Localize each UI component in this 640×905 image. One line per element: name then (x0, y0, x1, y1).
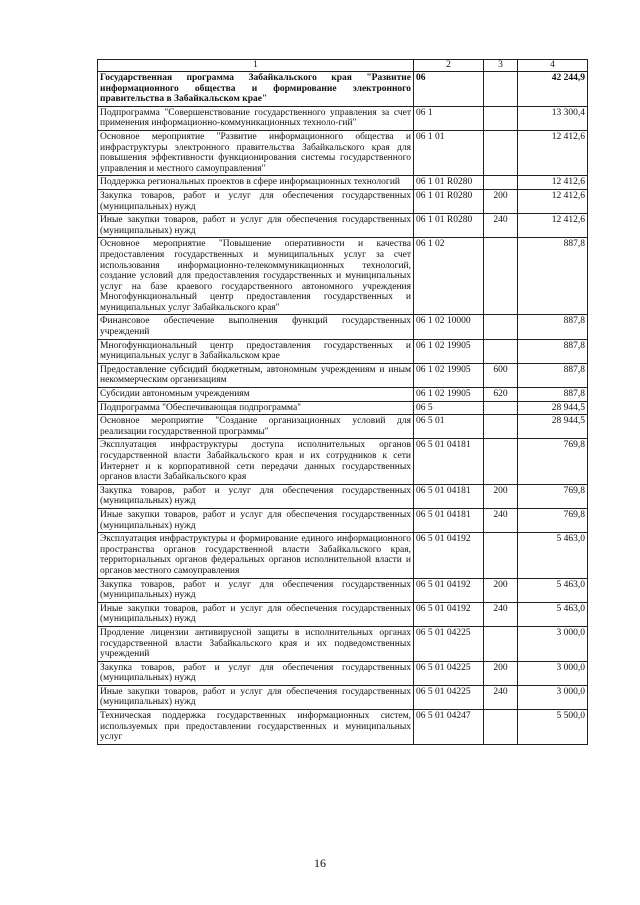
amount-cell: 12 412,6 (518, 176, 588, 190)
name-cell: Финансовое обеспечение выполнения функций государственных учреждений (98, 315, 414, 339)
table-row (98, 130, 588, 175)
amount-cell: 887,8 (518, 363, 588, 387)
amount-cell: 5 463,0 (518, 578, 588, 602)
table-row (98, 508, 588, 532)
table-row (98, 685, 588, 709)
expense-type-cell: 200 (484, 661, 518, 685)
table-row (98, 106, 588, 130)
code-cell: 06 (414, 72, 484, 107)
name-cell: Техническая поддержка государственных информационных систем, используемых при предоставлении государственных и муниципальных услуг (98, 710, 414, 745)
amount-cell: 3 000,0 (518, 685, 588, 709)
name-cell: Иные закупки товаров, работ и услуг для обеспечения государственных (муниципальных) нужд (98, 214, 414, 238)
table-row (98, 661, 588, 685)
column-header-2: 2 (414, 60, 484, 72)
amount-cell: 42 244,9 (518, 72, 588, 107)
expense-type-cell (484, 339, 518, 363)
table-row (98, 415, 588, 439)
code-cell: 06 1 02 10000 (414, 315, 484, 339)
name-cell: Поддержка региональных проектов в сфере информационных технологий (98, 176, 414, 190)
column-header-3: 3 (484, 60, 518, 72)
code-cell: 06 1 02 19905 (414, 388, 484, 402)
page-number: 16 (314, 856, 326, 870)
code-cell: 06 1 01 R0280 (414, 176, 484, 190)
code-cell: 06 1 02 (414, 238, 484, 315)
expense-type-cell: 240 (484, 685, 518, 709)
amount-cell: 5 500,0 (518, 710, 588, 745)
amount-cell: 769,8 (518, 484, 588, 508)
name-cell: Основное мероприятие "Повышение оперативности и качества предоставления государственных и муниципальных услуг за счет использования информационно-телекоммуникационных технологий, создание условий для предоставления государственных и муниципальных услуг на базе краевого государственного автономного учреждения Многофункциональный центр предоставления государственных и муниципальных услуг Забайкальского края" (98, 238, 414, 315)
amount-cell: 769,8 (518, 439, 588, 484)
code-cell: 06 5 01 04192 (414, 602, 484, 626)
table-row (98, 72, 588, 107)
amount-cell: 28 944,5 (518, 415, 588, 439)
amount-cell: 3 000,0 (518, 626, 588, 661)
table-row (98, 578, 588, 602)
code-cell: 06 1 01 R0280 (414, 189, 484, 213)
table-row (98, 484, 588, 508)
amount-cell: 13 300,4 (518, 106, 588, 130)
code-cell: 06 5 01 04225 (414, 626, 484, 661)
name-cell: Закупка товаров, работ и услуг для обеспечения государственных (муниципальных) нужд (98, 484, 414, 508)
budget-table (97, 59, 588, 745)
table-row (98, 189, 588, 213)
name-cell: Эксплуатация инфраструктуры и формирование единого информационного пространства органов государственной власти Забайкальского края, территориальных органов федеральных органов исполнительной власти и органов местного самоуправления (98, 533, 414, 578)
table-row (98, 339, 588, 363)
expense-type-cell (484, 130, 518, 175)
amount-cell: 12 412,6 (518, 189, 588, 213)
code-cell: 06 5 01 04225 (414, 685, 484, 709)
table-row (98, 214, 588, 238)
expense-type-cell: 200 (484, 578, 518, 602)
expense-type-cell (484, 238, 518, 315)
amount-cell: 887,8 (518, 388, 588, 402)
code-cell: 06 5 01 04181 (414, 484, 484, 508)
amount-cell: 28 944,5 (518, 401, 588, 415)
expense-type-cell (484, 533, 518, 578)
name-cell: Иные закупки товаров, работ и услуг для обеспечения государственных (муниципальных) нужд (98, 508, 414, 532)
table-row (98, 315, 588, 339)
expense-type-cell (484, 315, 518, 339)
name-cell: Субсидии автономным учреждениям (98, 388, 414, 402)
amount-cell: 887,8 (518, 238, 588, 315)
amount-cell: 5 463,0 (518, 533, 588, 578)
name-cell: Государственная программа Забайкальского края "Развитие информационного общества и формирование электронного правительства в Забайкальском крае" (98, 72, 414, 107)
code-cell: 06 1 02 19905 (414, 339, 484, 363)
code-cell: 06 5 01 04225 (414, 661, 484, 685)
table-row (98, 439, 588, 484)
expense-type-cell (484, 626, 518, 661)
expense-type-cell: 240 (484, 602, 518, 626)
expense-type-cell: 600 (484, 363, 518, 387)
expense-type-cell: 240 (484, 508, 518, 532)
table-row (98, 388, 588, 402)
name-cell: Многофункциональный центр предоставления государственных и муниципальных услуг в Забайкальском крае (98, 339, 414, 363)
amount-cell: 12 412,6 (518, 214, 588, 238)
expense-type-cell (484, 439, 518, 484)
table-row (98, 710, 588, 745)
expense-type-cell (484, 710, 518, 745)
code-cell: 06 5 01 04192 (414, 578, 484, 602)
table-row (98, 626, 588, 661)
code-cell: 06 5 01 (414, 415, 484, 439)
code-cell: 06 5 01 04181 (414, 439, 484, 484)
table-row (98, 533, 588, 578)
code-cell: 06 1 02 19905 (414, 363, 484, 387)
expense-type-cell (484, 415, 518, 439)
name-cell: Иные закупки товаров, работ и услуг для обеспечения государственных (муниципальных) нужд (98, 602, 414, 626)
expense-type-cell (484, 401, 518, 415)
table-row (98, 176, 588, 190)
expense-type-cell: 200 (484, 484, 518, 508)
amount-cell: 887,8 (518, 315, 588, 339)
amount-cell: 12 412,6 (518, 130, 588, 175)
name-cell: Продление лицензии антивирусной защиты в исполнительных органах государственной власти Забайкальского края и их подведомственных учреждений (98, 626, 414, 661)
name-cell: Иные закупки товаров, работ и услуг для обеспечения государственных (муниципальных) нужд (98, 685, 414, 709)
name-cell: Основное мероприятие "Создание организационных условий для реализации государственной программы" (98, 415, 414, 439)
column-header-4: 4 (518, 60, 588, 72)
name-cell: Закупка товаров, работ и услуг для обеспечения государственных (муниципальных) нужд (98, 189, 414, 213)
expense-type-cell (484, 176, 518, 190)
name-cell: Закупка товаров, работ и услуг для обеспечения государственных (муниципальных) нужд (98, 661, 414, 685)
code-cell: 06 5 (414, 401, 484, 415)
table-row (98, 602, 588, 626)
table-body (98, 72, 588, 745)
amount-cell: 3 000,0 (518, 661, 588, 685)
name-cell: Эксплуатация инфраструктуры доступа исполнительных органов государственной власти Забайкальского края и их сотрудников к сети Интернет и к корпоративной сети передачи данных государственных органов власти Забайкальского края (98, 439, 414, 484)
code-cell: 06 5 01 04181 (414, 508, 484, 532)
table-row (98, 238, 588, 315)
code-cell: 06 5 01 04192 (414, 533, 484, 578)
code-cell: 06 5 01 04247 (414, 710, 484, 745)
header-row (98, 60, 588, 72)
code-cell: 06 1 01 (414, 130, 484, 175)
expense-type-cell (484, 72, 518, 107)
expense-type-cell: 200 (484, 189, 518, 213)
amount-cell: 769,8 (518, 508, 588, 532)
amount-cell: 887,8 (518, 339, 588, 363)
name-cell: Предоставление субсидий бюджетным, автономным учреждениям и иным некоммерческим организациям (98, 363, 414, 387)
code-cell: 06 1 01 R0280 (414, 214, 484, 238)
name-cell: Закупка товаров, работ и услуг для обеспечения государственных (муниципальных) нужд (98, 578, 414, 602)
name-cell: Подпрограмма "Совершенствование государственного управления за счет применения информационно-коммуникационных техноло-гий" (98, 106, 414, 130)
name-cell: Основное мероприятие "Развитие информационного общества и инфраструктуры электронного правительства Забайкальского края для повышения эффективности функционирования системы государственного управления и местного самоуправления" (98, 130, 414, 175)
expense-type-cell (484, 106, 518, 130)
code-cell: 06 1 (414, 106, 484, 130)
table-row (98, 401, 588, 415)
table-row (98, 363, 588, 387)
name-cell: Подпрограмма "Обеспечивающая подпрограмма" (98, 401, 414, 415)
column-header-1: 1 (98, 60, 414, 72)
expense-type-cell: 240 (484, 214, 518, 238)
amount-cell: 5 463,0 (518, 602, 588, 626)
expense-type-cell: 620 (484, 388, 518, 402)
